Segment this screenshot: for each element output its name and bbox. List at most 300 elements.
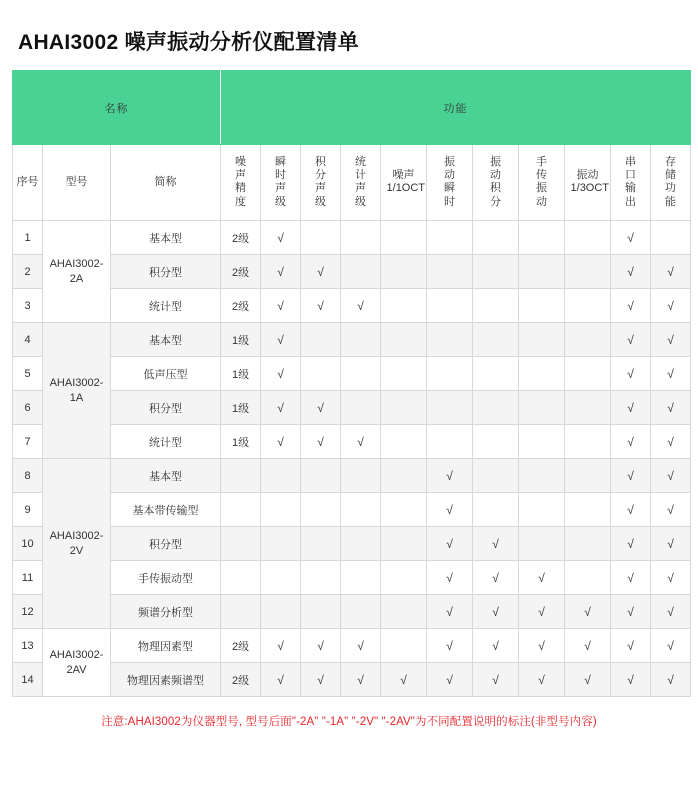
cell-integral-level [301, 425, 341, 459]
cell-noise-accuracy: 2级 [221, 629, 261, 663]
cell-short-name: 积分型 [111, 391, 221, 425]
table-row [13, 289, 691, 323]
check-icon: √ [627, 672, 634, 687]
col-header-model-label: 型号 [65, 175, 88, 188]
cell-storage [651, 323, 691, 357]
page-title: AHAI3002 噪声振动分析仪配置清单 [18, 31, 359, 54]
table-row [13, 357, 691, 391]
table-body [13, 221, 691, 697]
cell-vibration-integral [473, 459, 519, 493]
cell-noise-accuracy: 1级 [221, 357, 261, 391]
check-icon: √ [667, 434, 674, 449]
cell-storage [651, 357, 691, 391]
table-head [13, 71, 691, 221]
cell-integral-level [301, 289, 341, 323]
col-header-vibration-integral [473, 145, 519, 221]
cell-vibration-third-octave [565, 663, 611, 697]
cell-vibration-integral [473, 357, 519, 391]
col-header-vibration-instant [427, 145, 473, 221]
cell-storage [651, 255, 691, 289]
cell-instant-level [261, 391, 301, 425]
check-icon: √ [277, 672, 284, 687]
cell-hand-vibration [519, 357, 565, 391]
cell-noise-accuracy: 1级 [221, 391, 261, 425]
cell-statistic-level [341, 221, 381, 255]
check-icon: √ [667, 604, 674, 619]
check-icon: √ [492, 536, 499, 551]
cell-noise-octave [381, 289, 427, 323]
cell-noise-octave [381, 561, 427, 595]
cell-instant-level [261, 459, 301, 493]
cell-vibration-integral [473, 323, 519, 357]
cell-instant-level [261, 527, 301, 561]
check-icon: √ [627, 332, 634, 347]
cell-vibration-third-octave [565, 357, 611, 391]
cell-storage [651, 595, 691, 629]
cell-vibration-integral [473, 629, 519, 663]
check-icon: √ [277, 298, 284, 313]
cell-noise-accuracy: 2级 [221, 255, 261, 289]
check-icon: √ [492, 672, 499, 687]
cell-instant-level [261, 629, 301, 663]
check-icon: √ [627, 230, 634, 245]
cell-integral-level [301, 629, 341, 663]
cell-short-name: 基本型 [111, 459, 221, 493]
check-icon: √ [357, 434, 364, 449]
group-header-name: 名称 [13, 71, 221, 145]
cell-noise-accuracy [221, 527, 261, 561]
check-icon: √ [667, 366, 674, 381]
cell-vibration-integral [473, 663, 519, 697]
cell-vibration-integral [473, 289, 519, 323]
cell-statistic-level [341, 323, 381, 357]
cell-storage [651, 459, 691, 493]
col-header-hand-vibration-label: 手传振动 [536, 155, 548, 208]
col-header-noise-octave [381, 145, 427, 221]
cell-statistic-level [341, 595, 381, 629]
cell-integral-level [301, 595, 341, 629]
cell-hand-vibration [519, 425, 565, 459]
check-icon: √ [317, 638, 324, 653]
cell-noise-octave [381, 255, 427, 289]
group-header-row [13, 71, 691, 145]
col-header-noise-accuracy-label: 噪声精度 [235, 155, 247, 208]
cell-serial-output [611, 663, 651, 697]
cell-serial-output [611, 493, 651, 527]
cell-noise-accuracy [221, 595, 261, 629]
col-header-serial-output-label: 串口输出 [625, 155, 637, 208]
check-icon: √ [667, 672, 674, 687]
table-row [13, 527, 691, 561]
cell-storage [651, 425, 691, 459]
col-header-noise-accuracy [221, 145, 261, 221]
cell-noise-octave [381, 391, 427, 425]
cell-vibration-instant [427, 595, 473, 629]
check-icon: √ [627, 298, 634, 313]
cell-noise-accuracy [221, 459, 261, 493]
cell-vibration-instant [427, 527, 473, 561]
check-icon: √ [317, 298, 324, 313]
cell-noise-accuracy [221, 493, 261, 527]
cell-hand-vibration [519, 221, 565, 255]
cell-vibration-instant [427, 493, 473, 527]
cell-vibration-third-octave [565, 493, 611, 527]
cell-statistic-level [341, 561, 381, 595]
check-icon: √ [627, 502, 634, 517]
cell-storage [651, 527, 691, 561]
cell-noise-octave [381, 595, 427, 629]
cell-short-name: 统计型 [111, 289, 221, 323]
cell-statistic-level [341, 629, 381, 663]
cell-model: AHAI3002-2AV [43, 629, 111, 697]
col-header-vibration-instant-label: 振动瞬时 [444, 155, 456, 208]
cell-short-name: 物理因素型 [111, 629, 221, 663]
cell-short-name: 频谱分析型 [111, 595, 221, 629]
cell-vibration-integral [473, 527, 519, 561]
cell-no: 6 [13, 391, 43, 425]
check-icon: √ [446, 638, 453, 653]
col-header-vibration-third-octave [565, 145, 611, 221]
col-header-vibration-integral-label: 振动积分 [490, 155, 502, 208]
table-row [13, 323, 691, 357]
cell-no: 8 [13, 459, 43, 493]
cell-vibration-third-octave [565, 289, 611, 323]
cell-hand-vibration [519, 493, 565, 527]
check-icon: √ [446, 672, 453, 687]
check-icon: √ [317, 672, 324, 687]
cell-no: 9 [13, 493, 43, 527]
cell-short-name: 低声压型 [111, 357, 221, 391]
check-icon: √ [667, 502, 674, 517]
cell-no: 7 [13, 425, 43, 459]
cell-serial-output [611, 425, 651, 459]
cell-noise-octave [381, 629, 427, 663]
cell-vibration-integral [473, 255, 519, 289]
check-icon: √ [317, 434, 324, 449]
cell-integral-level [301, 391, 341, 425]
cell-instant-level [261, 493, 301, 527]
check-icon: √ [357, 672, 364, 687]
check-icon: √ [492, 638, 499, 653]
cell-vibration-instant [427, 663, 473, 697]
check-icon: √ [667, 638, 674, 653]
cell-serial-output [611, 255, 651, 289]
check-icon: √ [492, 570, 499, 585]
col-header-integral-level [301, 145, 341, 221]
col-header-integral-level-label: 积分声级 [315, 155, 327, 208]
cell-noise-octave [381, 527, 427, 561]
cell-storage [651, 289, 691, 323]
cell-vibration-third-octave [565, 595, 611, 629]
footnote: 注意:AHAI3002为仪器型号, 型号后面"-2A" "-1A" "-2V" "-2AV"为不同配置说明的标注(非型号内容) [101, 716, 597, 728]
check-icon: √ [277, 434, 284, 449]
cell-short-name: 基本型 [111, 221, 221, 255]
cell-statistic-level [341, 663, 381, 697]
cell-instant-level [261, 357, 301, 391]
cell-no: 3 [13, 289, 43, 323]
cell-vibration-third-octave [565, 629, 611, 663]
cell-vibration-integral [473, 493, 519, 527]
cell-vibration-third-octave [565, 221, 611, 255]
cell-instant-level [261, 561, 301, 595]
check-icon: √ [667, 536, 674, 551]
cell-integral-level [301, 459, 341, 493]
cell-statistic-level [341, 357, 381, 391]
cell-noise-octave [381, 357, 427, 391]
cell-model: AHAI3002-1A [43, 323, 111, 459]
col-header-statistic-level [341, 145, 381, 221]
check-icon: √ [277, 332, 284, 347]
cell-no: 1 [13, 221, 43, 255]
check-icon: √ [538, 604, 545, 619]
check-icon: √ [627, 434, 634, 449]
check-icon: √ [317, 400, 324, 415]
cell-noise-accuracy: 2级 [221, 663, 261, 697]
cell-integral-level [301, 357, 341, 391]
check-icon: √ [357, 638, 364, 653]
cell-hand-vibration [519, 629, 565, 663]
check-icon: √ [277, 264, 284, 279]
cell-integral-level [301, 255, 341, 289]
cell-storage [651, 221, 691, 255]
cell-noise-octave [381, 221, 427, 255]
check-icon: √ [446, 604, 453, 619]
cell-noise-octave [381, 459, 427, 493]
table-row [13, 595, 691, 629]
cell-integral-level [301, 527, 341, 561]
cell-statistic-level [341, 289, 381, 323]
cell-serial-output [611, 391, 651, 425]
cell-noise-accuracy: 1级 [221, 323, 261, 357]
cell-serial-output [611, 527, 651, 561]
cell-vibration-integral [473, 221, 519, 255]
cell-vibration-instant [427, 221, 473, 255]
check-icon: √ [627, 638, 634, 653]
cell-no: 4 [13, 323, 43, 357]
cell-no: 12 [13, 595, 43, 629]
col-header-no [13, 145, 43, 221]
cell-vibration-instant [427, 289, 473, 323]
check-icon: √ [446, 468, 453, 483]
col-header-noise-octave-label: 噪声1/1OCT [386, 168, 426, 195]
check-icon: √ [446, 536, 453, 551]
cell-short-name: 手传振动型 [111, 561, 221, 595]
table-row [13, 221, 691, 255]
cell-statistic-level [341, 255, 381, 289]
cell-instant-level [261, 425, 301, 459]
check-icon: √ [317, 264, 324, 279]
cell-instant-level [261, 255, 301, 289]
cell-vibration-instant [427, 255, 473, 289]
check-icon: √ [667, 468, 674, 483]
cell-no: 13 [13, 629, 43, 663]
cell-statistic-level [341, 527, 381, 561]
cell-vibration-third-octave [565, 255, 611, 289]
cell-serial-output [611, 595, 651, 629]
check-icon: √ [400, 672, 407, 687]
cell-no: 5 [13, 357, 43, 391]
cell-short-name: 统计型 [111, 425, 221, 459]
cell-serial-output [611, 323, 651, 357]
cell-serial-output [611, 221, 651, 255]
cell-vibration-third-octave [565, 527, 611, 561]
group-header-function: 功能 [221, 71, 691, 145]
cell-hand-vibration [519, 527, 565, 561]
cell-vibration-integral [473, 425, 519, 459]
col-header-instant-level-label: 瞬时声级 [275, 155, 287, 208]
col-header-vibration-third-octave-label: 振动1/3OCT [570, 168, 610, 195]
cell-no: 14 [13, 663, 43, 697]
check-icon: √ [667, 332, 674, 347]
cell-vibration-instant [427, 391, 473, 425]
cell-noise-accuracy: 2级 [221, 221, 261, 255]
cell-serial-output [611, 289, 651, 323]
table-row [13, 425, 691, 459]
cell-instant-level [261, 663, 301, 697]
cell-short-name: 基本带传输型 [111, 493, 221, 527]
col-header-statistic-level-label: 统计声级 [355, 155, 367, 208]
col-header-instant-level [261, 145, 301, 221]
cell-hand-vibration [519, 323, 565, 357]
cell-instant-level [261, 289, 301, 323]
cell-hand-vibration [519, 561, 565, 595]
check-icon: √ [277, 230, 284, 245]
cell-no: 2 [13, 255, 43, 289]
check-icon: √ [627, 468, 634, 483]
check-icon: √ [277, 400, 284, 415]
col-header-serial-output [611, 145, 651, 221]
cell-statistic-level [341, 493, 381, 527]
cell-statistic-level [341, 391, 381, 425]
check-icon: √ [667, 298, 674, 313]
cell-hand-vibration [519, 391, 565, 425]
cell-statistic-level [341, 425, 381, 459]
cell-vibration-integral [473, 561, 519, 595]
cell-vibration-integral [473, 391, 519, 425]
cell-noise-octave [381, 425, 427, 459]
cell-vibration-instant [427, 629, 473, 663]
column-header-row [13, 145, 691, 221]
cell-storage [651, 629, 691, 663]
cell-hand-vibration [519, 255, 565, 289]
cell-short-name: 物理因素频谱型 [111, 663, 221, 697]
check-icon: √ [627, 264, 634, 279]
cell-vibration-third-octave [565, 459, 611, 493]
cell-noise-accuracy [221, 561, 261, 595]
check-icon: √ [538, 672, 545, 687]
col-header-hand-vibration [519, 145, 565, 221]
check-icon: √ [627, 536, 634, 551]
col-header-storage [651, 145, 691, 221]
check-icon: √ [277, 366, 284, 381]
check-icon: √ [277, 638, 284, 653]
table-row [13, 629, 691, 663]
cell-hand-vibration [519, 595, 565, 629]
check-icon: √ [627, 400, 634, 415]
cell-integral-level [301, 323, 341, 357]
table-row [13, 561, 691, 595]
cell-noise-octave [381, 663, 427, 697]
cell-serial-output [611, 561, 651, 595]
check-icon: √ [667, 400, 674, 415]
cell-storage [651, 493, 691, 527]
cell-no: 10 [13, 527, 43, 561]
cell-vibration-integral [473, 595, 519, 629]
table-row [13, 663, 691, 697]
check-icon: √ [667, 264, 674, 279]
check-icon: √ [584, 638, 591, 653]
cell-short-name: 积分型 [111, 527, 221, 561]
cell-serial-output [611, 357, 651, 391]
check-icon: √ [446, 502, 453, 517]
cell-vibration-instant [427, 323, 473, 357]
col-header-no-label: 序号 [16, 175, 39, 188]
col-header-model [43, 145, 111, 221]
cell-instant-level [261, 221, 301, 255]
cell-model: AHAI3002-2V [43, 459, 111, 629]
cell-integral-level [301, 221, 341, 255]
check-icon: √ [627, 570, 634, 585]
cell-noise-octave [381, 323, 427, 357]
cell-vibration-third-octave [565, 323, 611, 357]
cell-short-name: 基本型 [111, 323, 221, 357]
cell-storage [651, 663, 691, 697]
cell-integral-level [301, 663, 341, 697]
check-icon: √ [667, 570, 674, 585]
table-row [13, 459, 691, 493]
cell-hand-vibration [519, 289, 565, 323]
cell-no: 11 [13, 561, 43, 595]
cell-hand-vibration [519, 663, 565, 697]
check-icon: √ [627, 604, 634, 619]
check-icon: √ [446, 570, 453, 585]
cell-serial-output [611, 459, 651, 493]
check-icon: √ [538, 570, 545, 585]
cell-vibration-third-octave [565, 391, 611, 425]
table-row [13, 391, 691, 425]
table-row [13, 255, 691, 289]
cell-noise-accuracy: 1级 [221, 425, 261, 459]
cell-statistic-level [341, 459, 381, 493]
cell-noise-octave [381, 493, 427, 527]
check-icon: √ [627, 366, 634, 381]
check-icon: √ [584, 604, 591, 619]
cell-integral-level [301, 561, 341, 595]
cell-vibration-instant [427, 357, 473, 391]
check-icon: √ [538, 638, 545, 653]
configuration-table [12, 70, 691, 697]
cell-vibration-instant [427, 561, 473, 595]
cell-storage [651, 391, 691, 425]
cell-instant-level [261, 323, 301, 357]
check-icon: √ [492, 604, 499, 619]
col-header-short-name-label: 简称 [154, 175, 177, 188]
cell-instant-level [261, 595, 301, 629]
table-row [13, 493, 691, 527]
cell-short-name: 积分型 [111, 255, 221, 289]
cell-serial-output [611, 629, 651, 663]
cell-vibration-instant [427, 425, 473, 459]
cell-hand-vibration [519, 459, 565, 493]
check-icon: √ [584, 672, 591, 687]
cell-vibration-third-octave [565, 561, 611, 595]
check-icon: √ [357, 298, 364, 313]
col-header-storage-label: 存储功能 [665, 155, 677, 208]
cell-vibration-third-octave [565, 425, 611, 459]
cell-noise-accuracy: 2级 [221, 289, 261, 323]
cell-model: AHAI3002-2A [43, 221, 111, 323]
cell-vibration-instant [427, 459, 473, 493]
